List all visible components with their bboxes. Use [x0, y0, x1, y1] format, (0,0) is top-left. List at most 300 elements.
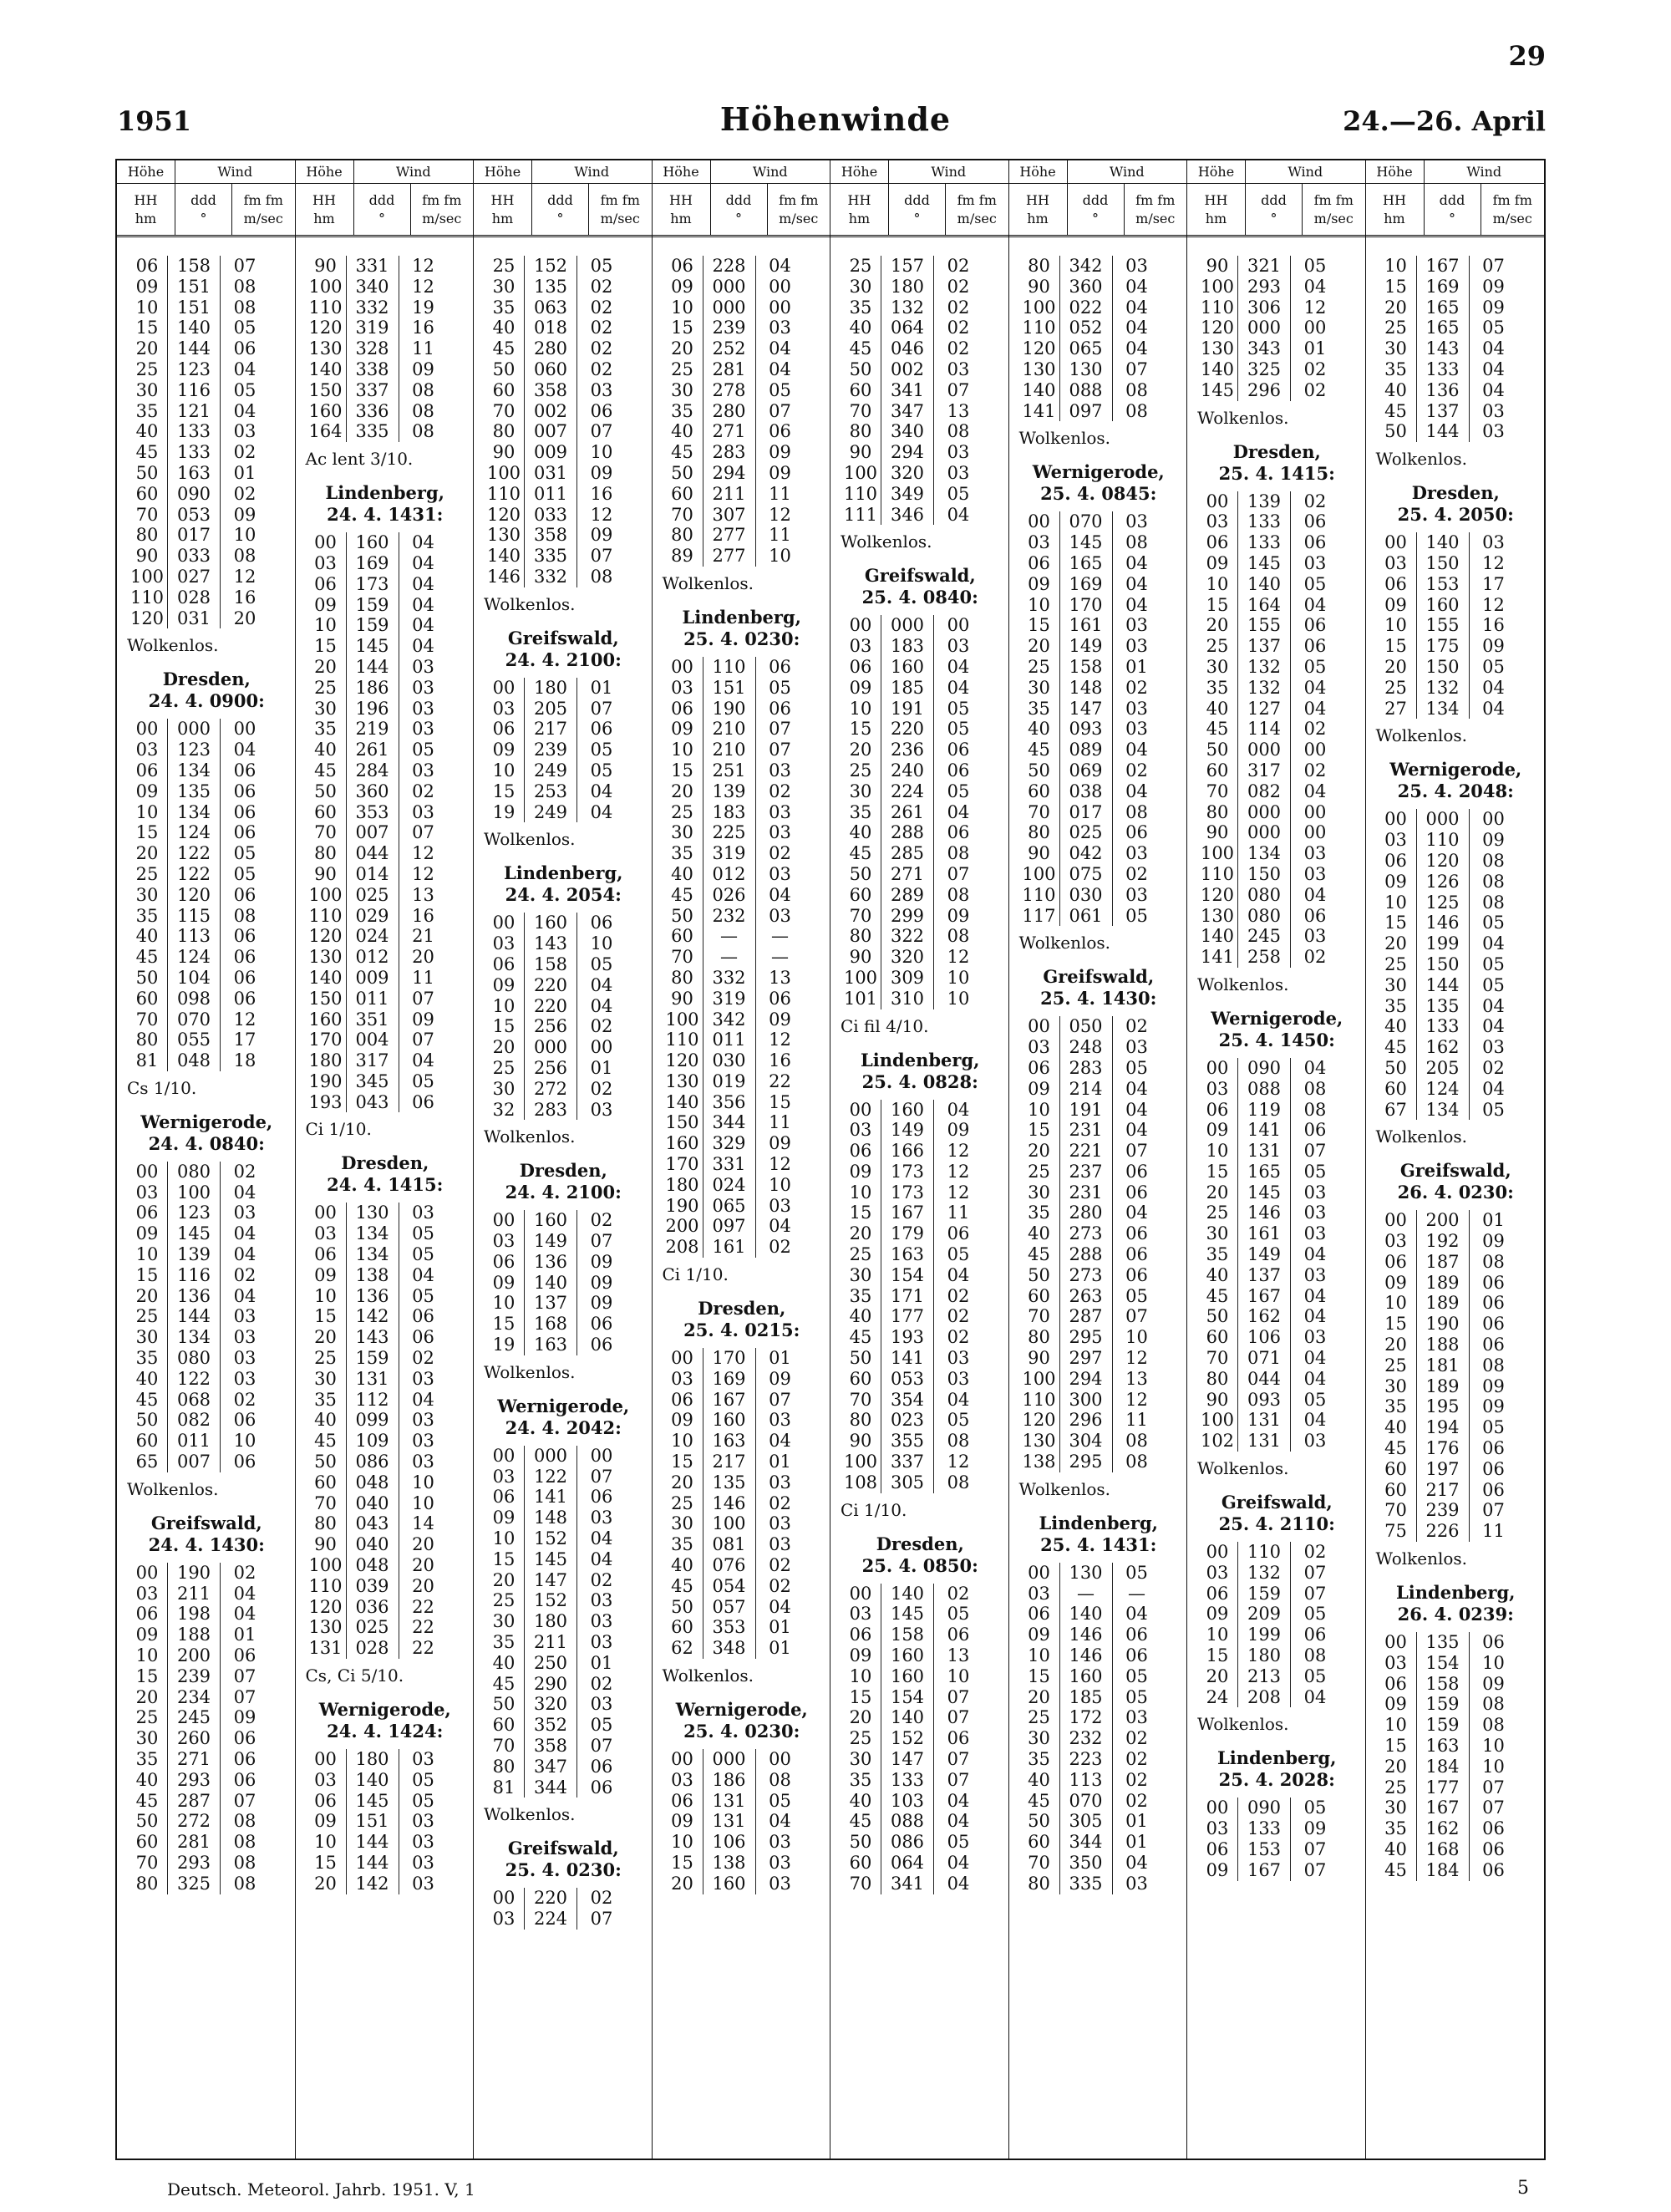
direction-cell: 150	[1237, 864, 1290, 885]
speed-cell: 04	[220, 401, 269, 422]
speed-cell: 06	[933, 1625, 983, 1645]
height-cell: 09	[849, 677, 872, 698]
table-row	[1019, 1625, 1179, 1645]
height-cell: 100	[308, 1555, 343, 1576]
table-row	[841, 401, 1000, 422]
height-cell: 09	[1384, 1272, 1407, 1293]
table-row	[1197, 678, 1357, 699]
speed-cell: 05	[1469, 657, 1518, 678]
direction-cell: 063	[524, 297, 576, 318]
table-row	[663, 525, 822, 546]
height-cell: 19	[492, 801, 516, 822]
height-cell: 10	[492, 995, 516, 1016]
table-row	[1376, 830, 1536, 851]
height-cell: 60	[671, 926, 693, 947]
height-cell: 70	[849, 905, 872, 926]
direction-cell: 332	[524, 567, 576, 587]
table-row	[484, 463, 643, 484]
table-row	[484, 1508, 643, 1528]
height-cell: 06	[1028, 1057, 1050, 1078]
table-row	[1197, 740, 1357, 760]
height-cell: 60	[135, 483, 159, 504]
speed-cell: 06	[576, 913, 626, 933]
height-cell: 40	[849, 1790, 872, 1811]
height-cell: 35	[1028, 1749, 1050, 1770]
spacer	[841, 608, 1000, 615]
header-wind-sub	[1246, 184, 1365, 235]
direction-cell: 000	[167, 719, 220, 740]
table-row	[663, 1237, 822, 1258]
speed-cell: 03	[1290, 843, 1339, 864]
height-cell: 15	[1384, 1736, 1407, 1757]
table-row	[1197, 1818, 1357, 1839]
direction-cell: 081	[703, 1534, 755, 1555]
cloud-note: Ci 1/10.	[305, 1119, 372, 1140]
height-cell: 80	[135, 1030, 159, 1050]
table-row	[1197, 574, 1357, 595]
table-row	[663, 338, 822, 359]
height-cell: 80	[1206, 1368, 1229, 1389]
header-hoehe-label: Höhe	[474, 160, 531, 184]
direction-cell: 144	[346, 1853, 399, 1874]
speed-cell: 02	[933, 338, 983, 359]
table-row	[127, 1182, 287, 1203]
height-cell: 190	[308, 1070, 343, 1091]
speed-cell: 04	[1290, 1306, 1339, 1327]
height-cell: 09	[492, 974, 516, 995]
speed-cell: 08	[755, 1770, 805, 1791]
height-cell: 120	[1022, 338, 1056, 359]
table-row	[1019, 1853, 1179, 1874]
table-row	[306, 1286, 465, 1307]
table-row	[663, 1369, 822, 1390]
table-row	[1376, 421, 1536, 442]
direction-cell: 345	[346, 1071, 399, 1092]
height-cell: 15	[314, 1306, 337, 1327]
height-cell: 03	[1384, 830, 1407, 851]
height-cell: 180	[665, 1174, 699, 1195]
speed-cell: 20	[399, 1555, 448, 1576]
table-row	[1019, 719, 1179, 740]
speed-cell: 09	[1469, 277, 1518, 297]
cloud-note: Ci 1/10.	[841, 1499, 907, 1520]
table-row	[306, 699, 465, 720]
direction-cell: 193	[881, 1327, 933, 1348]
table-row	[663, 1811, 822, 1832]
height-cell: 09	[671, 276, 693, 297]
station-heading	[841, 565, 1000, 608]
height-cell: 03	[1206, 1562, 1229, 1583]
table-row	[1019, 699, 1179, 720]
height-cell: 100	[1200, 1410, 1235, 1431]
cloud-note: Wolkenlos.	[127, 635, 219, 656]
table-row	[306, 947, 465, 968]
table-row	[484, 525, 643, 546]
speed-cell: 12	[576, 505, 626, 526]
direction-cell: 289	[881, 885, 933, 906]
table-row	[127, 822, 287, 843]
station-datetime: 25. 4. 0845:	[1040, 483, 1157, 505]
direction-cell: 239	[703, 318, 755, 338]
direction-cell: 342	[703, 1009, 755, 1030]
station-datetime: 25. 4. 1450:	[1218, 1029, 1335, 1050]
height-cell: 100	[1022, 863, 1056, 884]
speed-cell: 01	[576, 678, 626, 699]
table-row	[663, 463, 822, 484]
height-cell: 50	[849, 1832, 872, 1853]
speed-cell: 03	[755, 864, 805, 885]
height-cell: 60	[1028, 1285, 1050, 1306]
header-wind-sub	[711, 184, 830, 235]
header-hh: HH	[490, 191, 515, 208]
height-cell: 20	[135, 843, 159, 864]
height-cell: 146	[486, 566, 521, 587]
speed-cell: 09	[576, 1293, 626, 1314]
direction-cell: 288	[1059, 1244, 1112, 1265]
cloud-note: Wolkenlos.	[1197, 1714, 1289, 1735]
direction-cell: 055	[167, 1030, 220, 1050]
direction-cell: 088	[881, 1811, 933, 1832]
table-row	[663, 781, 822, 802]
speed-cell: —	[755, 926, 805, 947]
header-unit: m/sec	[957, 210, 997, 226]
table-row	[663, 1175, 822, 1196]
speed-cell: 09	[1469, 1231, 1518, 1252]
table-row	[1019, 1203, 1179, 1223]
direction-cell: 131	[1237, 1141, 1290, 1162]
table-row	[663, 401, 822, 422]
direction-cell: 004	[346, 1030, 399, 1050]
header-wind-label: Wind	[1068, 160, 1187, 184]
height-cell: 20	[849, 1707, 872, 1728]
height-cell: 00	[135, 1562, 159, 1583]
table-row	[1019, 1037, 1179, 1058]
spacer	[1019, 505, 1179, 511]
height-cell: 40	[492, 318, 516, 338]
direction-cell: 123	[167, 1203, 220, 1223]
direction-cell: 152	[881, 1728, 933, 1749]
table-row	[484, 1079, 643, 1100]
table-row	[1376, 1777, 1536, 1798]
table-row	[1376, 678, 1536, 699]
height-cell: 06	[314, 1244, 337, 1265]
speed-cell: 03	[1112, 699, 1161, 720]
table-row	[1197, 906, 1357, 927]
table-row	[663, 760, 822, 781]
table-row	[1197, 699, 1357, 720]
speed-cell: 03	[220, 1348, 269, 1369]
table-row	[841, 1666, 1000, 1687]
direction-cell: 217	[703, 1452, 755, 1472]
spacer	[127, 1155, 287, 1162]
speed-cell: 00	[755, 1749, 805, 1770]
table-row	[1019, 740, 1179, 760]
height-cell: 45	[1384, 1859, 1407, 1880]
table-row	[127, 885, 287, 906]
speed-cell: 06	[220, 1728, 269, 1749]
direction-cell: 136	[167, 1286, 220, 1307]
direction-cell: 163	[167, 463, 220, 484]
height-cell: 60	[492, 1715, 516, 1736]
speed-cell: 06	[399, 1306, 448, 1327]
speed-cell: 08	[220, 906, 269, 927]
header-unit: m/sec	[422, 210, 462, 226]
speed-cell: 05	[1290, 1666, 1339, 1687]
table-row	[127, 968, 287, 989]
table-row	[484, 1694, 643, 1715]
table-row	[663, 1154, 822, 1175]
direction-cell: 283	[703, 442, 755, 463]
speed-cell: 04	[933, 1791, 983, 1812]
speed-cell: 09	[1290, 1818, 1339, 1839]
direction-cell: 070	[1059, 1791, 1112, 1812]
table-row	[1197, 595, 1357, 616]
speed-cell: 04	[755, 885, 805, 906]
column-header	[474, 160, 652, 237]
direction-cell: 261	[881, 802, 933, 823]
direction-cell: 159	[1416, 1694, 1469, 1715]
direction-cell: 305	[1059, 1811, 1112, 1832]
speed-cell: 07	[1112, 1141, 1161, 1162]
direction-cell: 170	[703, 1348, 755, 1369]
year: 1951	[117, 105, 192, 137]
speed-cell: 07	[933, 1687, 983, 1708]
direction-cell: 064	[881, 1853, 933, 1874]
table-row	[1376, 338, 1536, 359]
height-cell: 35	[314, 1389, 337, 1410]
height-cell: 35	[671, 400, 693, 421]
speed-cell: 04	[1112, 740, 1161, 760]
speed-cell: 03	[399, 1369, 448, 1390]
speed-cell: 03	[220, 1369, 269, 1390]
speed-cell: 03	[1469, 401, 1518, 422]
direction-cell: 134	[167, 1327, 220, 1348]
height-cell: 15	[492, 781, 516, 801]
table-row	[127, 546, 287, 567]
direction-cell: 360	[1059, 277, 1112, 297]
height-cell: 40	[1384, 1839, 1407, 1860]
height-cell: 30	[314, 698, 337, 719]
speed-cell: 08	[576, 567, 626, 587]
speed-cell: 06	[220, 1645, 269, 1666]
header-unit: m/sec	[600, 210, 640, 226]
direction-cell: 071	[1237, 1348, 1290, 1369]
speed-cell: 03	[399, 1749, 448, 1770]
height-cell: 06	[849, 656, 872, 677]
table-row	[127, 567, 287, 587]
header-degree: °	[913, 210, 921, 226]
speed-cell: 12	[933, 1141, 983, 1162]
speed-cell: 08	[1290, 1645, 1339, 1666]
header-hh: HH	[1204, 191, 1228, 208]
height-cell: 80	[849, 926, 872, 947]
table-row	[306, 989, 465, 1009]
height-cell: 00	[1206, 1542, 1229, 1563]
direction-cell: 134	[346, 1244, 399, 1265]
direction-cell: 190	[703, 699, 755, 720]
table-row	[484, 1632, 643, 1653]
table-row	[1019, 595, 1179, 616]
table-row	[484, 1293, 643, 1314]
cloud-note: Wolkenlos.	[1018, 1478, 1111, 1499]
speed-cell: 03	[399, 719, 448, 740]
height-cell: 50	[671, 1596, 693, 1617]
height-cell: 30	[492, 1078, 516, 1099]
table-row	[1019, 256, 1179, 277]
height-cell: 20	[1384, 1335, 1407, 1355]
direction-cell: 173	[881, 1162, 933, 1182]
direction-cell: 145	[524, 1549, 576, 1570]
speed-cell: 03	[399, 1452, 448, 1472]
speed-cell: 01	[755, 1617, 805, 1638]
table-row	[306, 297, 465, 318]
speed-cell: 02	[1112, 678, 1161, 699]
direction-cell: 272	[167, 1811, 220, 1832]
speed-cell: 00	[1290, 822, 1339, 843]
height-cell: 00	[1384, 532, 1407, 553]
direction-cell: 116	[167, 380, 220, 401]
header-wind-label: Wind	[1425, 160, 1545, 184]
direction-cell: 050	[1059, 1016, 1112, 1037]
table-row	[127, 1162, 287, 1182]
height-cell: 150	[665, 1112, 699, 1133]
height-cell: 45	[135, 442, 159, 463]
height-cell: 10	[492, 1528, 516, 1549]
direction-cell: 319	[703, 843, 755, 864]
direction-cell: 007	[346, 822, 399, 843]
direction-cell: 000	[1237, 802, 1290, 823]
direction-cell: 237	[1059, 1162, 1112, 1182]
station-name: Lindenberg,	[325, 482, 444, 504]
speed-cell: 07	[933, 1749, 983, 1770]
table-row	[1197, 1162, 1357, 1182]
height-cell: 10	[1384, 256, 1407, 276]
speed-cell: 06	[220, 1410, 269, 1431]
station-name: Greifswald,	[507, 627, 619, 648]
height-cell: 50	[135, 967, 159, 988]
height-cell: 35	[1206, 1244, 1229, 1265]
speed-cell: 02	[576, 297, 626, 318]
cloud-note: Wolkenlos.	[1018, 933, 1111, 953]
direction-cell: 328	[346, 338, 399, 359]
table-row	[841, 1791, 1000, 1812]
speed-cell: 12	[399, 256, 448, 277]
table-row	[484, 1210, 643, 1231]
table-row	[663, 1770, 822, 1791]
table-row	[1197, 553, 1357, 574]
speed-cell: 09	[755, 463, 805, 484]
header-hoehe-label: Höhe	[296, 160, 353, 184]
direction-cell: 126	[1416, 872, 1469, 892]
height-cell: 141	[1022, 400, 1056, 421]
station-heading	[1197, 1747, 1357, 1791]
table-row	[841, 318, 1000, 338]
height-cell: 160	[665, 1133, 699, 1154]
station-datetime: 25. 4. 2050:	[1397, 504, 1514, 526]
height-cell: 35	[314, 719, 337, 740]
speed-cell: 09	[755, 1369, 805, 1390]
direction-cell: 148	[524, 1508, 576, 1528]
speed-cell: 08	[1112, 532, 1161, 553]
height-cell: 110	[1022, 318, 1056, 338]
direction-cell: 341	[881, 1874, 933, 1894]
speed-cell: 01	[220, 463, 269, 484]
speed-cell: 08	[933, 843, 983, 864]
direction-cell: 088	[1059, 380, 1112, 401]
header-hoehe	[830, 160, 889, 235]
table-row	[1019, 1563, 1179, 1584]
height-cell: 25	[1384, 1355, 1407, 1376]
speed-cell: 08	[933, 421, 983, 442]
direction-cell: 320	[881, 947, 933, 968]
height-cell: 81	[492, 1777, 516, 1798]
table-row	[1197, 864, 1357, 885]
table-row	[306, 256, 465, 277]
table-row	[1376, 933, 1536, 954]
header-ddd-label: ddd	[1261, 191, 1287, 208]
direction-cell: 135	[167, 781, 220, 802]
column-body	[1366, 237, 1545, 1881]
direction-cell: 149	[524, 1231, 576, 1252]
height-cell: 70	[135, 1009, 159, 1030]
height-cell: 25	[671, 1492, 693, 1513]
height-cell: 25	[1384, 953, 1407, 974]
height-cell: 70	[1206, 781, 1229, 801]
speed-cell: 03	[220, 1327, 269, 1348]
table-row	[1197, 1687, 1357, 1708]
table-row	[127, 1431, 287, 1452]
table-row	[306, 359, 465, 380]
speed-cell: 03	[755, 1196, 805, 1217]
height-cell: 32	[492, 1099, 516, 1120]
speed-cell: 06	[1112, 1244, 1161, 1265]
spacer	[663, 1742, 822, 1749]
direction-cell: 280	[524, 338, 576, 359]
header-hoehe-label: Höhe	[117, 160, 175, 184]
speed-cell: 03	[1469, 532, 1518, 553]
height-cell: 30	[1384, 1376, 1407, 1396]
table-row	[1019, 297, 1179, 318]
station-heading	[306, 1152, 465, 1196]
speed-cell: 06	[1290, 906, 1339, 927]
speed-cell: 06	[1469, 1293, 1518, 1314]
direction-cell: 160	[881, 1666, 933, 1687]
table-row	[1197, 1244, 1357, 1265]
speed-cell: 17	[1469, 574, 1518, 595]
table-row	[127, 1203, 287, 1223]
table-row	[1197, 380, 1357, 401]
direction-cell: 134	[1237, 843, 1290, 864]
speed-cell: 07	[1290, 1141, 1339, 1162]
speed-cell: 02	[1469, 1058, 1518, 1079]
table-row	[127, 1604, 287, 1625]
direction-cell: 190	[167, 1563, 220, 1584]
table-row	[127, 760, 287, 781]
speed-cell: —	[1112, 1584, 1161, 1604]
direction-cell: 144	[346, 1832, 399, 1853]
header-wind-label: Wind	[889, 160, 1008, 184]
height-cell: 80	[671, 967, 693, 988]
speed-cell: 02	[755, 1576, 805, 1597]
speed-cell: 02	[220, 484, 269, 505]
header-ff	[1125, 184, 1187, 235]
direction-cell: 011	[524, 484, 576, 505]
speed-cell: 04	[933, 1265, 983, 1286]
direction-cell: 356	[703, 1092, 755, 1113]
speed-cell: 06	[1290, 532, 1339, 553]
header-hh: HH	[847, 191, 871, 208]
height-cell: 10	[1206, 1625, 1229, 1645]
